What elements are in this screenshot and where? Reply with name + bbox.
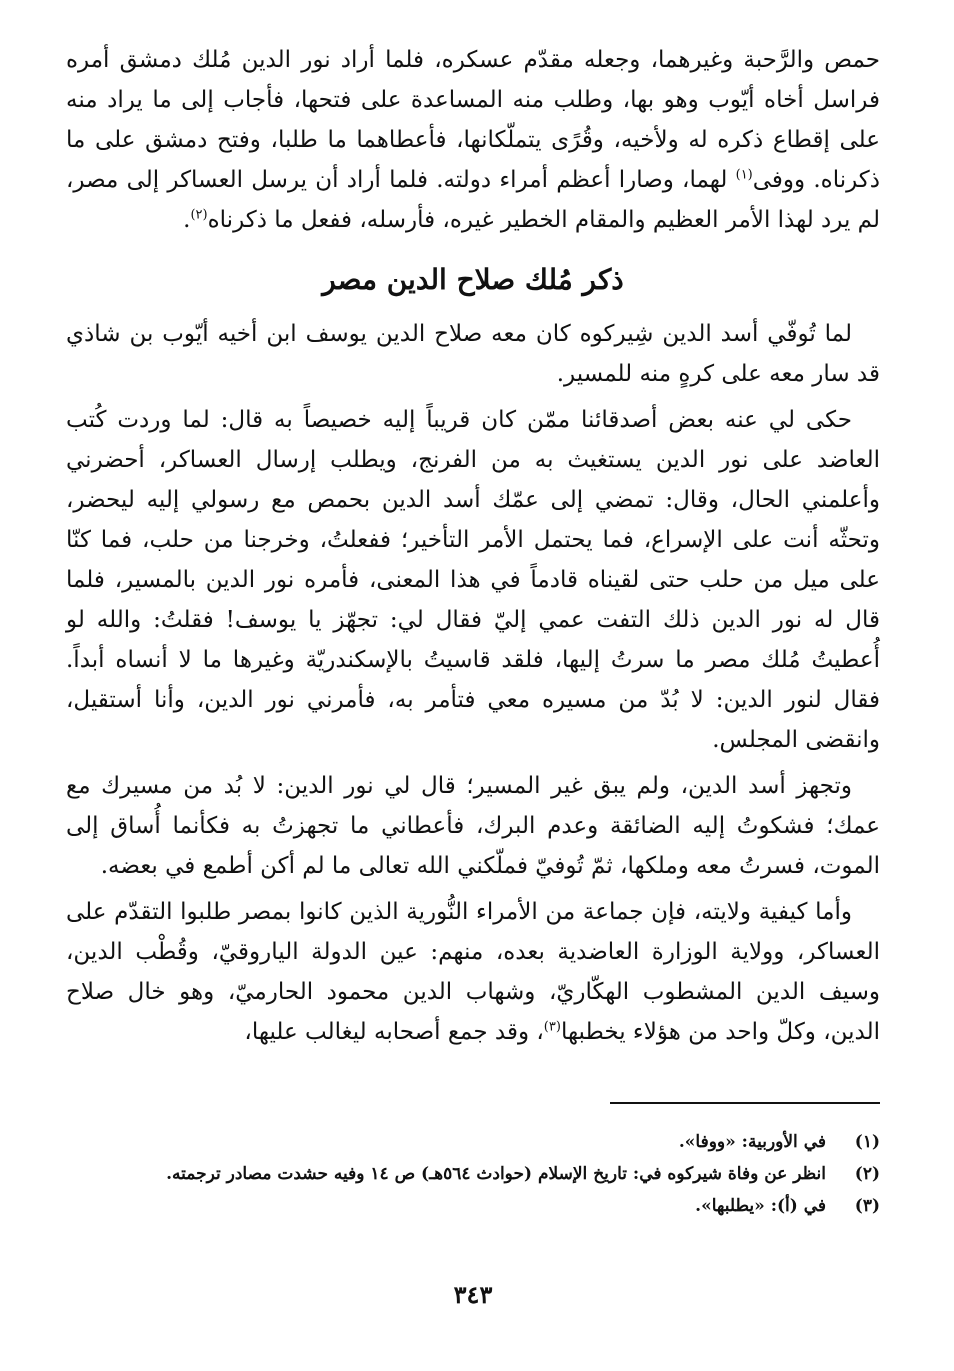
paragraph-1-text-a: حمص والرَّحبة وغيرهما، وجعله مقدّم عسكره، فلما أراد نور الدين مُلك دمشق أمره فراسل أخاه أيّوب وهو بها، وطلب منه المساعدة على فتحها، فأجاب إلى ما يراد منه على إقطاع ذكره له ولأخيه، وقُرًى يتملّكانها، فأعطاهما ما طلبا، وفتح دمشق على ما ذكرناه. ووفى: [66, 47, 880, 193]
page-number: ٣٤٣: [453, 1280, 493, 1309]
paragraph-5: [66, 892, 880, 1052]
footnote-2-text: انظر عن وفاة شيركوه في: تاريخ الإسلام (حوادث ٥٦٤هـ) ص ١٤ وفيه حشدت مصادر ترجمته.: [166, 1164, 826, 1184]
paragraph-3: حكى لي عنه بعض أصدقائنا ممّن كان قريباً إليه خصيصاً به قال: لما وردت كُتب العاضد على نور الدين يستغيث به من الفرنج، ويطلب إرسال العساكر، أحضرني وأعلمني الحال، وقال: تمضي إلى عمّك أسد الدين بحمص مع رسولي إليه ليحضر، وتحثّه أنت على الإسراع، فما يحتمل الأمر التأخير؛ ففعلتُ، وخرجنا من حلب، فما كنّا على ميل من حلب حتى لقيناه قادماً في هذا المعنى، فأمره نور الدين بالمسير، فلما قال له نور الدين ذلك التفت عمي إليّ فقال لي: تجهّز يا يوسف! فقلتُ: والله لو أُعطيتُ مُلك مصر ما سرتُ إليها، فلقد قاسيتُ بالإسكندريّة وغيرها ما لا أنساه أبداً. فقال لنور الدين: لا بُدّ من مسيره معي فتأمر به، فأمرني نور الدين، وأنا أستقيل، وانقضى المجلس.: [66, 407, 880, 753]
footnote-3-text: في (أ): «يطلبها».: [695, 1196, 826, 1216]
footnote-1: [66, 1126, 880, 1158]
paragraph-5-text: وأما كيفية ولايته، فإن جماعة من الأمراء النُّورية الذين كانوا بمصر طلبوا التقدّم على العساكر، وولاية الوزارة العاضدية بعده، منهم: عين الدولة الياروقيّ، وقُطْب الدين، وسيف الدين المشطوب الهكّاريّ، وشهاب الدين محمود الحارميّ، وهو خال صلاح الدين، وكلّ واحد من هؤلاء يخطبها: [66, 899, 880, 1045]
paragraph-1: [66, 40, 880, 240]
footnote-divider: [610, 1102, 880, 1104]
paragraph-4: وتجهز أسد الدين، ولم يبق غير المسير؛ قال لي نور الدين: لا بُد من مسيرك مع عمك؛ فشكوتُ إليه الضائقة وعدم البرك، فأعطاني ما تجهزتُ به فكأنما أُساق إلى الموت، فسرتُ معه وملكها، ثمّ تُوفيّ فملّكني الله تعالى ما لم أكن أطمع في بعضه.: [66, 773, 880, 879]
paragraph-1-end: .: [183, 207, 191, 233]
footnote-2-number: (٢): [854, 1164, 880, 1184]
section-title: ذكر مُلك صلاح الدين مصر: [322, 263, 624, 296]
footnotes: [66, 1126, 880, 1222]
footnote-1-text: في الأوربية: «ووفا».: [678, 1132, 826, 1152]
footnote-3: [66, 1190, 880, 1222]
paragraph-2: لما تُوفّي أسد الدين شِيركوه كان معه صلاح الدين يوسف ابن أخيه أيّوب بن شاذي قد سار معه على كرهٍ منه للمسير.: [66, 321, 880, 387]
footnote-ref-1: (١): [735, 167, 753, 183]
book-page: [66, 40, 880, 1340]
footnote-ref-2: (٢): [190, 207, 208, 223]
footnote-ref-3: (٣): [543, 1019, 561, 1035]
footnote-3-number: (٣): [854, 1196, 880, 1216]
footnote-1-number: (١): [854, 1132, 880, 1152]
paragraph-1-text-b: لهما، وصارا أعظم أمراء دولته. فلما أراد أن يرسل العساكر إلى مصر، لم يرد لهذا الأمر العظيم والمقام الخطير غيره، فأرسله، ففعل ما ذكرناه: [66, 167, 880, 233]
footnote-2: [66, 1158, 880, 1190]
paragraph-5-end: ، وقد جمع أصحابه ليغالب عليها،: [244, 1019, 544, 1045]
